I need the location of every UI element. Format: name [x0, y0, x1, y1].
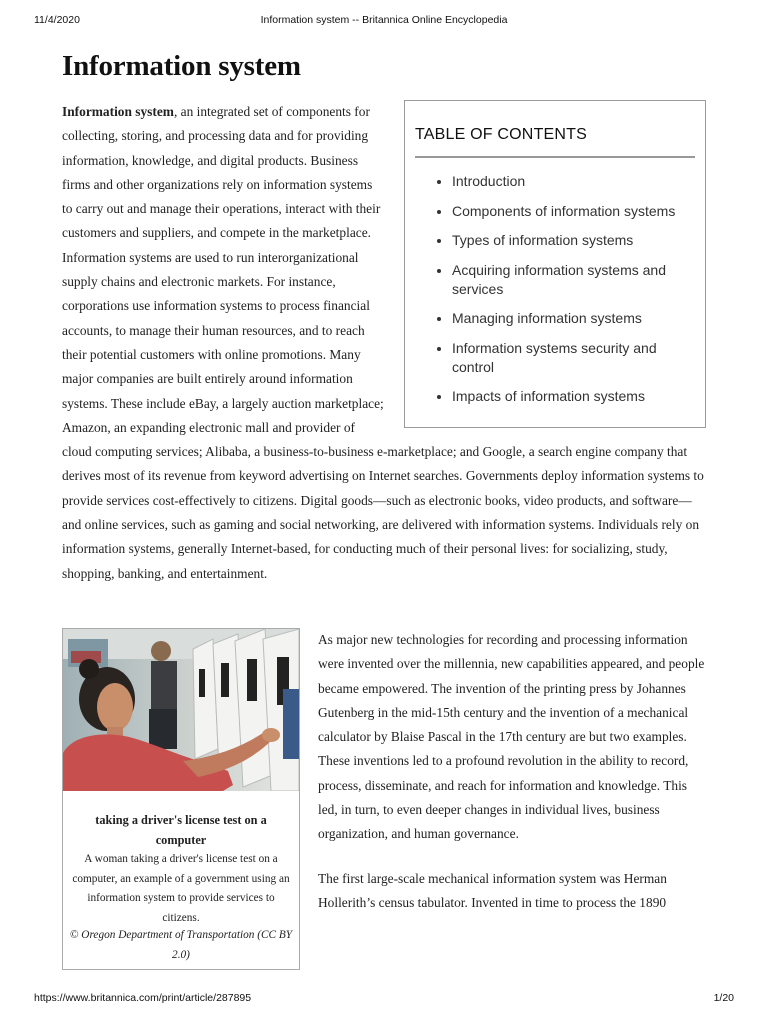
toc-item-introduction[interactable]: • Introduction — [452, 172, 705, 191]
intro-text: , an integrated set of components for collecting, storing, and processing data and for providing information, knowledge, and digital products. Business firms and other organizations rely on information systems to carry out and manage their operations, interact with their customers and suppliers, and compete in the marketplace. Information systems are used to run interorganizational supply chains and electronic markets. For instance, corporations use information systems to process financial accounts, to manage their human resources, and to reach their potential customers with online promotions. Many major companies are built entirely around information systems. These include eBay, a largely auction marketplace; Amazon, an expanding electronic mall and provider of cloud computing services; Alibaba, a business-to-business e-marketplace; and Google, a search engine company that derives most of its revenue from keyword advertising on Internet searches. Governments deploy information systems to provide services cost-effectively to citizens. Digital goods—such as electronic books, video products, and software—and online services, such as gaming and social networking, are delivered with information systems. Individuals rely on information systems, generally Internet-based, for conducting much of their personal lives: for socializing, study, shopping, banking, and entertainment. — [62, 104, 704, 581]
table-of-contents — [404, 100, 706, 428]
toc-item-security[interactable]: • Information systems security and control — [452, 339, 705, 377]
toc-item-managing[interactable]: • Managing information systems — [452, 309, 705, 328]
toc-item-components[interactable]: • Components of information systems — [452, 202, 705, 221]
print-header-title: Information system -- Britannica Online Encyclopedia — [260, 14, 508, 26]
toc-item-acquiring[interactable]: • Acquiring information systems and services — [452, 261, 705, 299]
article-title: Information system — [62, 50, 301, 82]
toc-title: TABLE OF CONTENTS — [415, 123, 695, 158]
lead-term: Information system — [62, 104, 174, 119]
paragraph-2: As major new technologies for recording and processing information were invented over the millennia, new capabilities appeared, and people became empowered. The invention of the printing press by Johannes Gutenberg in the mid-15th century and the invention of a mechanical calculator by Blaise Pascal in the 17th century are but two examples. These inventions led to a profound revolution in the ability to record, process, disseminate, and reach for information and knowledge. This led, in turn, to even deeper changes in individual lives, business organization, and human governance. — [318, 632, 705, 842]
page-number: 1/20 — [713, 992, 734, 1004]
paragraph-3: The first large-scale mechanical information system was Herman Hollerith’s census tabulator. Invented in time to process the 1890 — [318, 870, 667, 910]
print-date: 11/4/2020 — [34, 14, 80, 26]
figure — [62, 628, 300, 970]
intro-paragraph — [62, 100, 706, 586]
toc-list — [405, 172, 705, 406]
toc-item-impacts[interactable]: • Impacts of information systems — [452, 387, 705, 406]
print-url: https://www.britannica.com/print/article/287895 — [34, 992, 252, 1004]
article-body-column — [318, 628, 710, 915]
figure-caption-text: A woman taking a driver's license test on a computer, an example of a government using an information system to provide services to citizens. — [72, 853, 290, 924]
toc-item-types[interactable]: • Types of information systems — [452, 231, 705, 250]
figure-credit: © Oregon Department of Transportation (CC BY 2.0) — [69, 929, 293, 961]
figure-caption-title: taking a driver's license test on a computer — [95, 813, 267, 847]
photo-license-test — [63, 629, 299, 791]
